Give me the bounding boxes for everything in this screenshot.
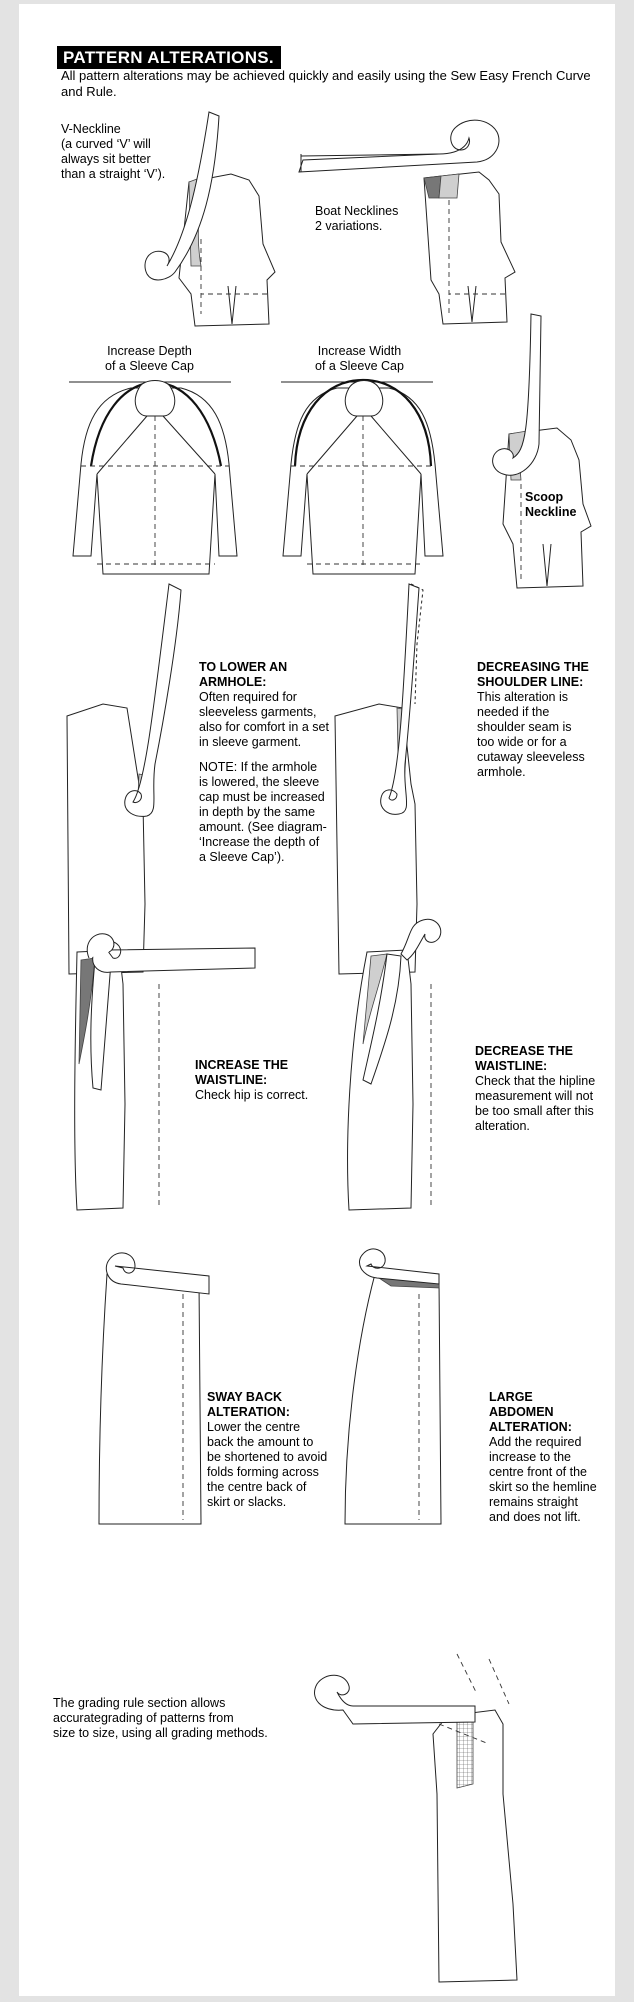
grading-rule-text: The grading rule section allows accurategrading of patterns from size to size, using all grading methods. <box>53 1696 268 1740</box>
sway-back-diagram <box>99 1253 209 1524</box>
sleeve-cap-depth-diagram <box>69 381 237 575</box>
lower-armhole-text: TO LOWER AN ARMHOLE: Often required for sleeveless garments, also for comfort in a set in sleeve garment. NOTE: If the armhole is lowered, the sleeve cap must be increased in depth by the same amount. (See diagram- ‘Increase the depth of a Sleeve Cap’). <box>199 660 329 864</box>
decrease-waistline-text: DECREASE THE WAISTLINE: Check that the hipline measurement will not be too small after this alteration. <box>475 1044 596 1133</box>
grading-rule-diagram <box>315 1654 517 1982</box>
instruction-sheet <box>19 4 615 1996</box>
page-title: PATTERN ALTERATIONS. <box>57 46 281 69</box>
scoop-neckline-label: Scoop Neckline <box>525 490 577 519</box>
decreasing-shoulder-text: DECREASING THE SHOULDER LINE: This alteration is needed if the shoulder seam is too wide or for a cutaway sleeveless armhole. <box>477 660 589 779</box>
increase-waistline-text: INCREASE THE WAISTLINE: Check hip is correct. <box>195 1058 309 1102</box>
boat-necklines-label: Boat Necklines 2 variations. <box>315 204 399 233</box>
large-abdomen-text: LARGE ABDOMEN ALTERATION: Add the required increase to the centre front of the skirt so the hemline remains straight and does not lift. <box>489 1390 597 1524</box>
intro-text: All pattern alterations may be achieved quickly and easily using the Sew Easy French Curve and Rule. <box>61 68 591 99</box>
decrease-shoulder-diagram <box>335 584 423 974</box>
lower-armhole-diagram <box>67 584 181 974</box>
increase-depth-label: Increase Depth of a Sleeve Cap <box>105 344 194 373</box>
sleeve-cap-width-diagram <box>281 380 443 574</box>
scoop-neckline-diagram <box>493 314 591 588</box>
large-abdomen-diagram <box>345 1249 441 1524</box>
sway-back-text: SWAY BACK ALTERATION: Lower the centre back the amount to be shortened to avoid folds forming across the centre back of skirt or slacks. <box>207 1390 328 1509</box>
increase-width-label: Increase Width of a Sleeve Cap <box>315 344 404 373</box>
v-neckline-label: V-Neckline (a curved ‘V’ will always sit better than a straight ‘V’). <box>61 122 166 181</box>
